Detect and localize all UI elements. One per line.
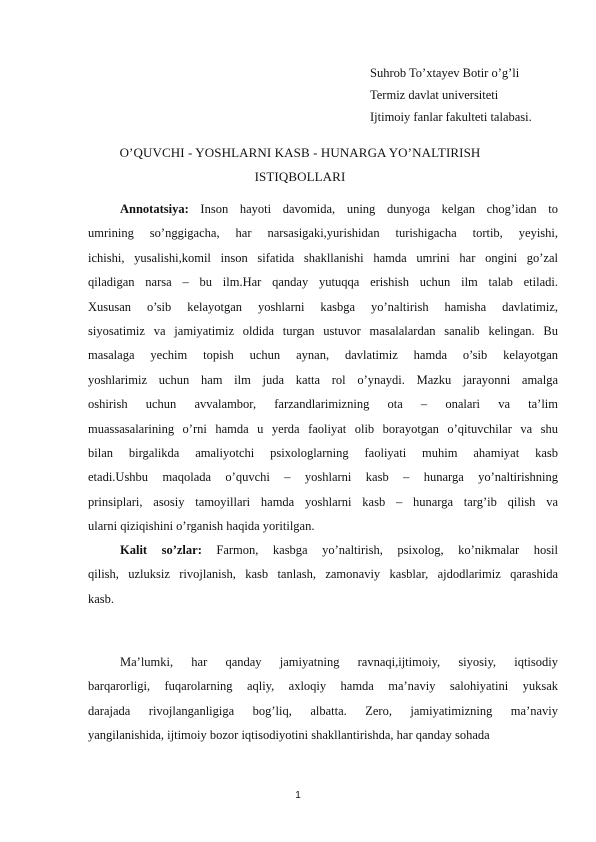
abstract-line: oshirish uchun avvalambor, farzandlarimizning ota – onalari va ta’lim bbox=[88, 397, 558, 412]
abstract-line: qiladigan narsa – bu ilm.Har qanday yutuqqa erishish uchun ilm talab etiladi. bbox=[88, 275, 558, 290]
abstract-section bbox=[88, 197, 558, 538]
main-text-line: yangilanishida, ijtimoiy bozor iqtisodiyotini shakllantirishda, har qanday sohada bbox=[88, 728, 490, 743]
abstract-line: umrining so’nggigacha, har narsasigaki,yurishidan turishigacha tortib, yeyishi, bbox=[88, 226, 558, 241]
abstract-line: yoshlarimiz uchun ham ilm juda katta rol o’ynaydi. Mazku jarayonni amalga bbox=[88, 372, 558, 387]
paper-title bbox=[70, 141, 530, 189]
keywords-line: qilish, uzluksiz rivojlanish, kasb tanlash, zamonaviy kasblar, ajdodlarimiz qarashida bbox=[88, 567, 558, 582]
paper-title-line-2: ISTIQBOLLARI bbox=[254, 169, 346, 184]
abstract-line: masalaga yechim topish uchun aynan, davlatimiz hamda o’sib kelayotgan bbox=[88, 348, 558, 363]
author-faculty: Ijtimoiy fanlar fakulteti talabasi. bbox=[370, 110, 532, 124]
abstract-line: ichishi, yusalishi,komil inson sifatida shakllanishi hamda umrini har ongini go’zal bbox=[88, 250, 558, 265]
keywords-section bbox=[88, 538, 558, 611]
paper-title-line-1: O’QUVCHI - YOSHLARNI KASB - HUNARGA YO’NALTIRISH bbox=[119, 145, 481, 160]
main-text-line: darajada rivojlanganligiga bog’liq, albatta. Zero, jamiyatimizning ma’naviy bbox=[88, 703, 558, 718]
abstract-line: muassasalarining o’rni hamda u yerda faoliyat olib borayotgan o’qituvchilar va shu bbox=[88, 421, 558, 436]
author-block bbox=[370, 62, 532, 128]
abstract-line: ularni qiziqishini o’rganish haqida yoritilgan. bbox=[88, 519, 315, 534]
keywords-line: Kalit so’zlar: Farmon, kasbga yo’naltirish, psixolog, ko’nikmalar hosil bbox=[120, 543, 558, 557]
abstract-line: bilan birgalikda amaliyotchi psixologlarning faoliyati muhim ahamiyat kasb bbox=[88, 445, 558, 460]
page-number: 1 bbox=[295, 790, 301, 801]
abstract-line: siyosatimiz va jamiyatimiz oldida turgan ustuvor masalalardan sanalib kelingan. Bu bbox=[88, 323, 558, 338]
abstract-line: Xususan o’sib kelayotgan yoshlarni kasbga yo’naltirish hamisha davlatimiz, bbox=[88, 299, 558, 314]
keywords-line: kasb. bbox=[88, 591, 115, 606]
main-text-line: Ma’lumki, har qanday jamiyatning ravnaqi,ijtimoiy, siyosiy, iqtisodiy bbox=[120, 655, 558, 669]
abstract-line: etadi.Ushbu maqolada o’quvchi – yoshlarni kasb – hunarga yo’naltirishning bbox=[88, 470, 558, 485]
abstract-line: prinsiplari, asosiy tamoyillari hamda yoshlarni kasb – hunarga targ’ib qilish va bbox=[88, 494, 558, 509]
main-text bbox=[88, 650, 558, 748]
abstract-label: Annotatsiya: bbox=[120, 202, 189, 216]
keywords-label: Kalit so’zlar: bbox=[120, 543, 202, 557]
author-university: Termiz davlat universiteti bbox=[370, 88, 499, 102]
main-text-line: barqarorligi, fuqarolarning aqliy, axloqiy hamda ma’naviy salohiyatini yuksak bbox=[88, 679, 558, 694]
author-name: Suhrob To’xtayev Botir o’g’li bbox=[370, 66, 520, 80]
abstract-line: Annotatsiya: Inson hayoti davomida, uning dunyoga kelgan chog’idan to bbox=[120, 202, 558, 216]
